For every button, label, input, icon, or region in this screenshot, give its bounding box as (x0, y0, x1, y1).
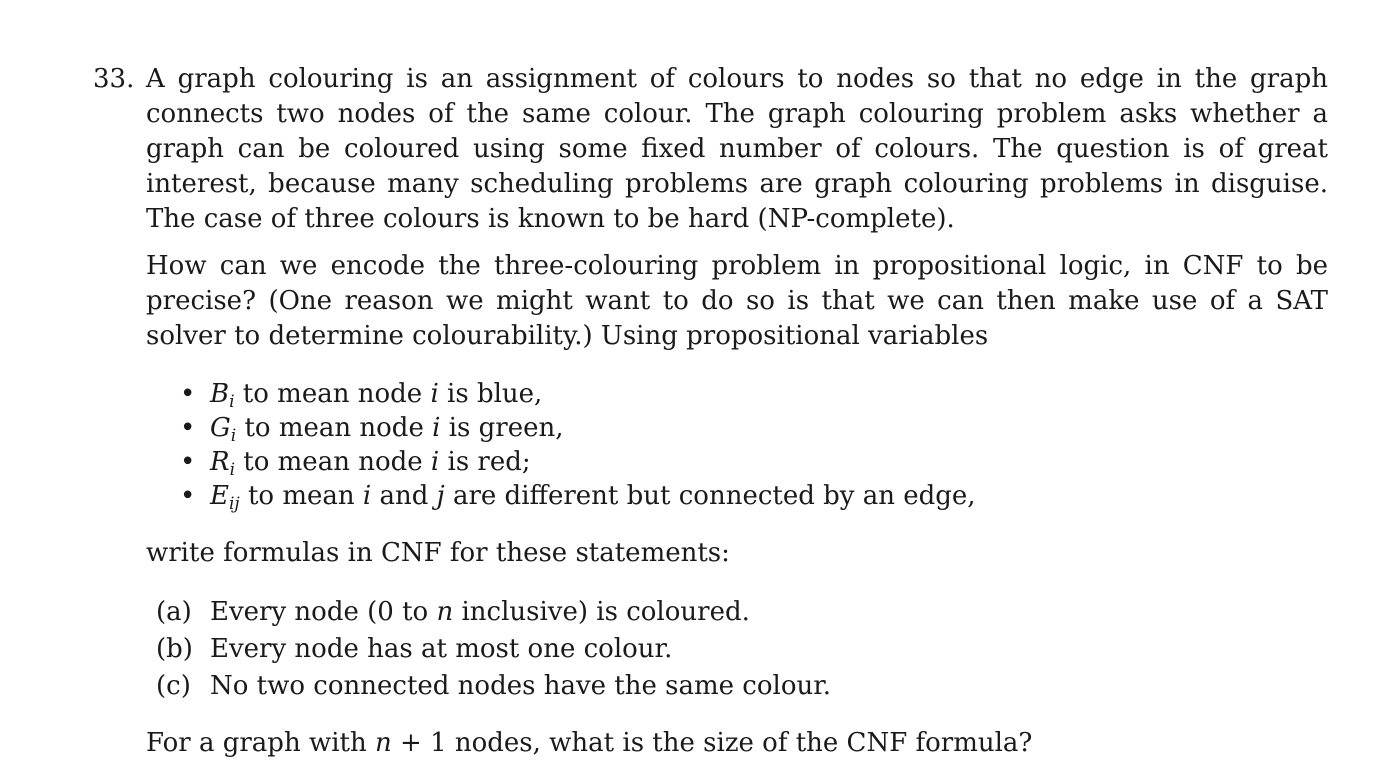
variable-description: is red; (439, 447, 531, 477)
variable-description: to mean node (236, 413, 433, 443)
variable-symbol: R (210, 447, 230, 477)
variable-description: to mean (239, 481, 363, 511)
final-text: nodes, what is the size of the CNF formula? (446, 728, 1033, 758)
question-number: 33. (93, 64, 135, 94)
variable-description: is blue, (438, 379, 543, 409)
list-item (180, 445, 976, 479)
part-text: Every node has at most one colour. (210, 634, 673, 664)
variable-subscript: i (230, 426, 237, 446)
index-variable: i (430, 447, 440, 477)
index-variable: i (432, 413, 441, 443)
variable-description: and (371, 481, 437, 511)
part-label: (c) (156, 671, 191, 701)
index-variable: j (436, 481, 445, 511)
final-text: For a graph with (146, 728, 375, 758)
bullet-icon: • (180, 481, 196, 511)
instruction-paragraph: write formulas in CNF for these statements: (146, 538, 730, 568)
intro-paragraph: A graph colouring is an assignment of colours to nodes so that no edge in the graph connects two nodes of the same colour. The graph colouring problem asks whether a graph can be coloured using some fixed number of colours. The question is of great interest, because many scheduling problems are graph colouring problems in disguise. The case of three colours is known to be hard (NP-complete). (146, 64, 1328, 234)
part-text: Every node (0 to (210, 597, 437, 627)
part-label: (b) (156, 634, 193, 664)
bullet-icon: • (180, 447, 196, 477)
list-item (156, 631, 831, 668)
final-question-paragraph (146, 726, 1328, 761)
index-variable: n (375, 728, 392, 758)
bullet-icon: • (180, 413, 196, 443)
list-item (156, 594, 831, 631)
list-item (180, 411, 976, 445)
variable-subscript: i (229, 460, 236, 480)
variable-symbol: G (210, 413, 231, 443)
variable-symbol: E (210, 481, 229, 511)
list-item (180, 377, 976, 411)
encoding-question-paragraph: How can we encode the three-colouring problem in propositional logic, in CNF to be precise? (One reason we might want to do so is that we can then make use of a SAT solver to determine colourability.) Using propositional variables (146, 251, 1328, 351)
index-variable: i (430, 379, 439, 409)
variable-subscript: i (229, 392, 235, 412)
variable-list (180, 377, 976, 513)
index-variable: i (362, 481, 372, 511)
parts-list (156, 594, 831, 705)
part-text: inclusive) is coloured. (453, 597, 750, 627)
list-item (156, 668, 831, 705)
variable-description: to mean node (234, 379, 431, 409)
variable-description: is green, (440, 413, 564, 443)
math-operator: + 1 (391, 728, 447, 758)
variable-symbol: B (210, 379, 230, 409)
list-item (180, 479, 976, 513)
part-label: (a) (156, 597, 192, 627)
bullet-icon: • (180, 379, 196, 409)
variable-description: are different but connected by an edge, (444, 481, 976, 511)
index-variable: n (436, 597, 454, 627)
variable-subscript: ij (228, 494, 240, 514)
part-text: No two connected nodes have the same colour. (210, 671, 832, 701)
variable-description: to mean node (235, 447, 431, 477)
